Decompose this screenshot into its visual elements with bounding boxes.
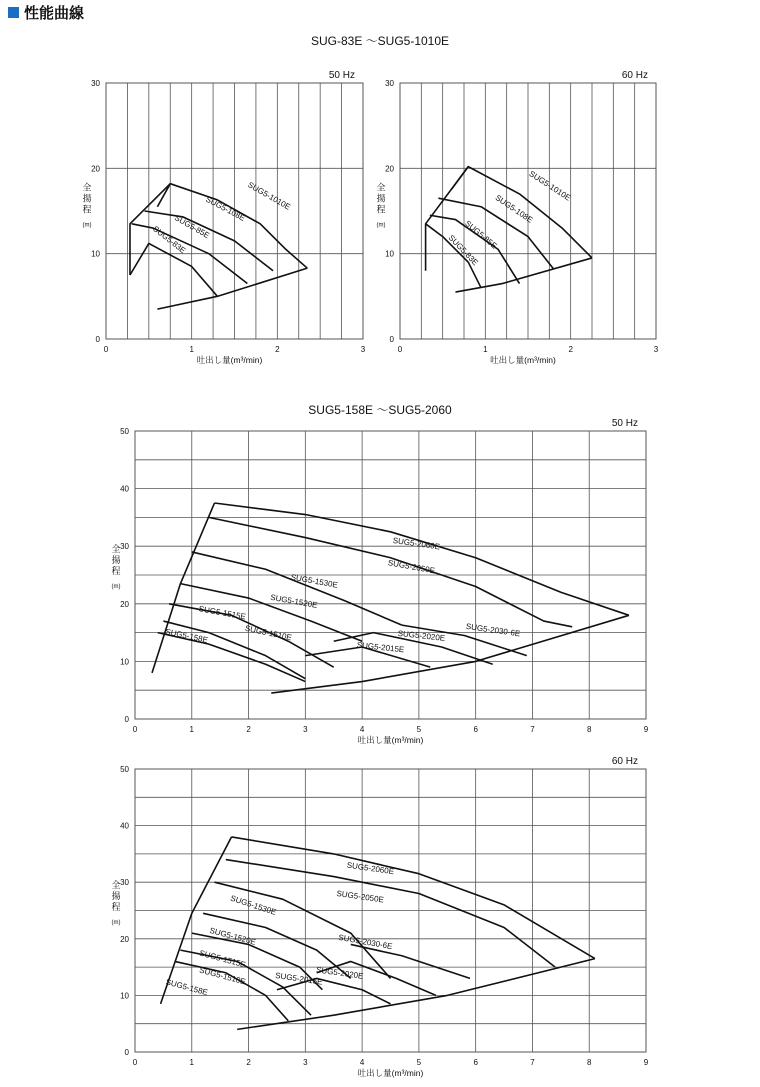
series-label: SUG5-1010E bbox=[527, 169, 573, 203]
frequency-label: 60 Hz bbox=[621, 70, 648, 81]
series-label: SUG5-83E bbox=[151, 224, 188, 256]
x-tick-label: 9 bbox=[643, 725, 649, 734]
chart-2 bbox=[376, 70, 658, 365]
y-tick-label: 10 bbox=[120, 991, 129, 1001]
series-label: SUG5-1530E bbox=[290, 572, 339, 590]
y-axis-label-char: 全 bbox=[111, 879, 121, 890]
y-axis-label-char: 程 bbox=[111, 565, 121, 576]
y-axis-unit: (m) bbox=[111, 583, 121, 590]
curve-sug5-2020e bbox=[317, 961, 436, 995]
x-tick-label: 9 bbox=[643, 1058, 649, 1067]
group2-title: SUG5-158E ～SUG5-2060 bbox=[308, 403, 452, 417]
series-label: SUG5-83E bbox=[446, 233, 480, 268]
y-tick-label: 20 bbox=[91, 164, 100, 174]
x-tick-label: 6 bbox=[473, 725, 478, 734]
y-tick-label: 30 bbox=[120, 878, 129, 888]
x-tick-label: 8 bbox=[586, 1058, 592, 1067]
series-label: SUG5-2060E bbox=[346, 860, 395, 877]
x-tick-label: 7 bbox=[530, 1058, 535, 1067]
y-tick-label: 40 bbox=[120, 484, 129, 494]
y-tick-label: 10 bbox=[120, 657, 129, 667]
chart-3 bbox=[111, 418, 648, 745]
x-tick-label: 0 bbox=[103, 345, 109, 354]
y-tick-label: 20 bbox=[120, 599, 129, 609]
y-axis-label-char: 程 bbox=[376, 204, 386, 215]
group1-title: SUG-83E ～SUG5-1010E bbox=[310, 34, 450, 48]
curve-sug5-2050e bbox=[209, 517, 572, 626]
series-label: SUG5-2060E bbox=[392, 535, 441, 552]
y-tick-label: 30 bbox=[91, 79, 100, 88]
series-label: SUG5-2050E bbox=[387, 558, 436, 576]
series-label: SUG5-85E bbox=[463, 218, 499, 251]
y-axis-label-char: 揚 bbox=[376, 193, 386, 204]
y-axis-label-char: 全 bbox=[111, 543, 121, 554]
x-tick-label: 4 bbox=[359, 725, 365, 734]
y-axis-label-char: 全 bbox=[376, 182, 386, 193]
x-tick-label: 3 bbox=[303, 725, 308, 734]
y-tick-label: 30 bbox=[120, 542, 129, 552]
y-tick-label: 20 bbox=[120, 934, 129, 944]
series-label: SUG5-1010E bbox=[246, 180, 293, 212]
x-tick-label: 1 bbox=[483, 345, 488, 354]
x-axis-label: 吐出し量(m³/min) bbox=[357, 1068, 424, 1078]
series-label: SUG5-2020E bbox=[315, 965, 364, 981]
x-tick-label: 3 bbox=[653, 345, 659, 354]
series-label: SUG5-108E bbox=[204, 194, 247, 223]
x-tick-label: 1 bbox=[189, 725, 195, 734]
series-label: SUG5-85E bbox=[173, 213, 212, 241]
y-tick-label: 40 bbox=[120, 821, 129, 831]
y-tick-label: 30 bbox=[385, 79, 394, 88]
curve-limit-bottom bbox=[157, 268, 307, 309]
frequency-label: 60 Hz bbox=[611, 756, 638, 767]
x-tick-label: 0 bbox=[132, 725, 138, 734]
x-axis-label: 吐出し量(m³/min) bbox=[196, 355, 263, 365]
series-label: SUG5-1520E bbox=[208, 925, 257, 947]
x-tick-label: 5 bbox=[416, 1058, 422, 1067]
y-tick-label: 10 bbox=[385, 249, 394, 259]
x-tick-label: 7 bbox=[530, 725, 535, 734]
y-axis-unit: (m) bbox=[376, 222, 386, 229]
series-label: SUG5-158E bbox=[164, 977, 209, 998]
y-axis-unit: (m) bbox=[111, 919, 121, 926]
curve-sug5-1010e bbox=[157, 184, 307, 268]
series-label: SUG5-2015E bbox=[274, 971, 324, 987]
y-axis-label-char: 揚 bbox=[111, 554, 121, 565]
x-tick-label: 8 bbox=[586, 725, 592, 734]
y-axis-label-char: 全 bbox=[82, 182, 92, 193]
x-tick-label: 2 bbox=[568, 345, 573, 354]
x-axis-label: 吐出し量(m³/min) bbox=[490, 355, 556, 365]
y-tick-label: 0 bbox=[124, 1048, 129, 1057]
y-tick-label: 20 bbox=[385, 164, 394, 174]
series-label: SUG5-1510E bbox=[198, 965, 247, 987]
x-tick-label: 0 bbox=[132, 1058, 138, 1067]
series-label: SUG5-2030-6E bbox=[337, 932, 394, 952]
frequency-label: 50 Hz bbox=[328, 70, 355, 81]
x-axis-label: 吐出し量(m³/min) bbox=[357, 735, 424, 745]
series-label: SUG5-1510E bbox=[244, 623, 293, 643]
curve-sug5-2060e bbox=[232, 837, 595, 959]
y-tick-label: 0 bbox=[124, 715, 129, 724]
series-label: SUG5-158E bbox=[164, 627, 209, 645]
curve-sug5-2030-6e bbox=[351, 944, 470, 978]
series-label: SUG5-1515E bbox=[198, 604, 247, 622]
series-label: SUG5-1530E bbox=[229, 893, 278, 917]
series-label: SUG5-1515E bbox=[198, 948, 247, 970]
curve-limit-bottom bbox=[237, 959, 595, 1030]
y-tick-label: 50 bbox=[120, 427, 129, 436]
y-tick-label: 0 bbox=[389, 335, 394, 344]
x-tick-label: 6 bbox=[473, 1058, 478, 1067]
chart-1 bbox=[82, 70, 365, 365]
y-axis-label-char: 程 bbox=[111, 901, 121, 912]
series-label: SUG5-1520E bbox=[269, 592, 319, 610]
curve-sug5-108e bbox=[438, 198, 553, 269]
series-label: SUG5-2050E bbox=[335, 888, 385, 905]
chart-4 bbox=[111, 756, 648, 1078]
y-axis-label-char: 揚 bbox=[82, 193, 92, 204]
y-axis-unit: (m) bbox=[82, 222, 92, 229]
series-label: SUG5-2030-6E bbox=[465, 621, 521, 639]
x-tick-label: 4 bbox=[359, 1058, 365, 1067]
series-label: SUG5-2020E bbox=[397, 628, 446, 643]
y-tick-label: 10 bbox=[91, 249, 100, 259]
y-tick-label: 0 bbox=[95, 335, 100, 344]
section-title-text: 性能曲線 bbox=[24, 5, 85, 22]
y-axis-label-char: 程 bbox=[82, 204, 92, 215]
x-tick-label: 2 bbox=[275, 345, 280, 354]
x-tick-label: 1 bbox=[189, 345, 194, 354]
x-tick-label: 2 bbox=[246, 1058, 251, 1067]
frequency-label: 50 Hz bbox=[611, 418, 638, 429]
y-tick-label: 50 bbox=[120, 765, 129, 774]
x-tick-label: 1 bbox=[189, 1058, 195, 1067]
series-label: SUG5-108E bbox=[493, 193, 535, 225]
x-tick-label: 5 bbox=[416, 725, 422, 734]
curve-limit-left bbox=[152, 503, 214, 673]
series-label: SUG5-2015E bbox=[356, 640, 405, 655]
curve-sug5-1510e bbox=[163, 621, 305, 679]
x-tick-label: 2 bbox=[246, 725, 251, 734]
x-tick-label: 3 bbox=[303, 1058, 308, 1067]
x-tick-label: 3 bbox=[360, 345, 366, 354]
x-tick-label: 0 bbox=[397, 345, 403, 354]
y-axis-label-char: 揚 bbox=[111, 890, 121, 901]
